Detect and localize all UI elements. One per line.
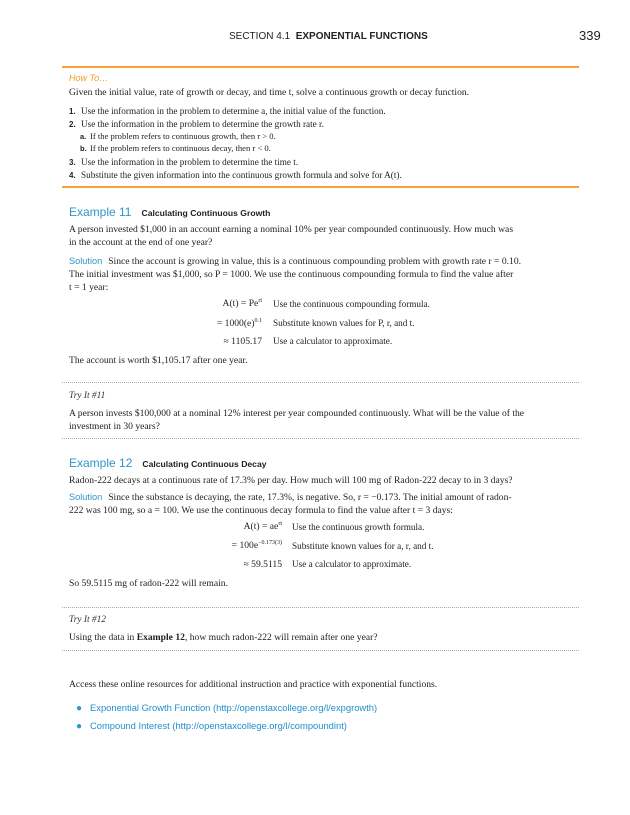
equation-line: = $100e^{-0.173(3)}$	[231, 540, 282, 552]
example-title: Calculating Continuous Growth	[141, 208, 271, 218]
example-11-solution-line: Solution Since the account is growing in value, this is a continuous compounding problem with growth rate r = 0.10.	[69, 256, 522, 267]
example-12-solution-line: 222 was 100 mg, so a = 100. We use the continuous decay formula to find the value after t = 3 days:	[69, 505, 453, 516]
example-11-solution-line: t = 1 year:	[69, 282, 109, 293]
equation-note: Use the continuous compounding formula.	[273, 299, 430, 309]
howto-step: 2. Use the information in the problem to determine the growth rate r.	[69, 119, 324, 129]
try-it-label: Try It #11	[69, 391, 106, 401]
howto-step: 4. Substitute the given information into the continuous growth formula and solve for A(t).	[69, 170, 402, 180]
howto-intro: Given the initial value, rate of growth or decay, and time t, solve a continuous growth or decay function.	[69, 87, 470, 98]
equation-line: $A(t) = ae^{rt}$	[243, 521, 282, 533]
example-12-problem: Radon-222 decays at a continuous rate of 17.3% per day. How much will 100 mg of Radon-222 decay to in 3 days?	[69, 475, 513, 486]
section-heading: SECTION 4.1 EXPONENTIAL FUNCTIONS	[229, 31, 428, 42]
resource-list-item	[76, 698, 377, 716]
try-it-text: investment in 30 years?	[69, 421, 160, 432]
try-it-divider	[62, 438, 579, 439]
equation-line: ≈ 1105.17	[223, 336, 262, 347]
example-11-problem-line: A person invested $1,000 in an account earning a nominal 10% per year compounded continuously. How much was	[69, 224, 514, 235]
equation-note: Use a calculator to approximate.	[292, 559, 412, 569]
equation-line: = $1000(e)^{0.1}$	[216, 318, 262, 330]
howto-top-rule	[62, 66, 579, 68]
howto-step: 1. Use the information in the problem to determine a, the initial value of the function.	[69, 106, 386, 116]
solution-label: Solution	[69, 492, 103, 502]
bullet-icon: ●	[76, 721, 83, 732]
try-it-divider	[62, 650, 579, 651]
example-11-solution-line: The initial investment was $1,000, so P = 1000. We use the continuous compounding formula to find the value after	[69, 269, 514, 280]
example-title: Calculating Continuous Decay	[142, 459, 267, 469]
resource-link[interactable]: Exponential Growth Function (http://openstaxcollege.org/l/expgrowth)	[90, 702, 378, 713]
equation-note: Use the continuous growth formula.	[292, 522, 425, 532]
example-label: Example 12	[69, 456, 133, 470]
resource-link[interactable]: Compound Interest (http://openstaxcollege.org/l/compoundint)	[90, 720, 347, 731]
equation-line: $A(t) = Pe^{rt}$	[222, 298, 262, 310]
try-it-divider	[62, 607, 579, 608]
bullet-icon: ●	[76, 703, 83, 714]
equation-line: ≈ 59.5115	[243, 559, 282, 570]
resource-list-item	[76, 716, 347, 734]
equation-note: Use a calculator to approximate.	[273, 336, 393, 346]
try-it-label: Try It #12	[69, 615, 106, 625]
example-11-conclusion: The account is worth $1,105.17 after one year.	[69, 355, 248, 366]
example-12-conclusion: So 59.5115 mg of radon-222 will remain.	[69, 578, 228, 589]
howto-label: How To…	[69, 73, 109, 83]
example-11-heading	[69, 203, 270, 221]
resources-intro: Access these online resources for additional instruction and practice with exponential functions.	[69, 679, 438, 690]
example-11-problem-line: in the account at the end of one year?	[69, 237, 213, 248]
try-it-text: A person invests $100,000 at a nominal 12% interest per year compounded continuously. What will be the value of the	[69, 408, 525, 419]
solution-label: Solution	[69, 256, 103, 266]
example-label: Example 11	[69, 205, 132, 219]
howto-bottom-rule	[62, 186, 579, 188]
example-12-solution-line: Solution Since the substance is decaying, the rate, 17.3%, is negative. So, r = −0.173. The initial amount of radon-	[69, 492, 512, 503]
howto-step: 3. Use the information in the problem to determine the time t.	[69, 157, 299, 167]
howto-substep: b. If the problem refers to continuous decay, then r < 0.	[80, 143, 271, 153]
equation-note: Substitute known values for a, r, and t.	[292, 541, 434, 551]
howto-substep: a. If the problem refers to continuous growth, then r > 0.	[80, 131, 276, 141]
equation-note: Substitute known values for P, r, and t.	[273, 318, 415, 328]
try-it-text: Using the data in Example 12, how much radon-222 will remain after one year?	[69, 632, 378, 643]
example-12-heading	[69, 454, 267, 472]
try-it-divider	[62, 382, 579, 383]
page-number: 339	[579, 28, 601, 43]
